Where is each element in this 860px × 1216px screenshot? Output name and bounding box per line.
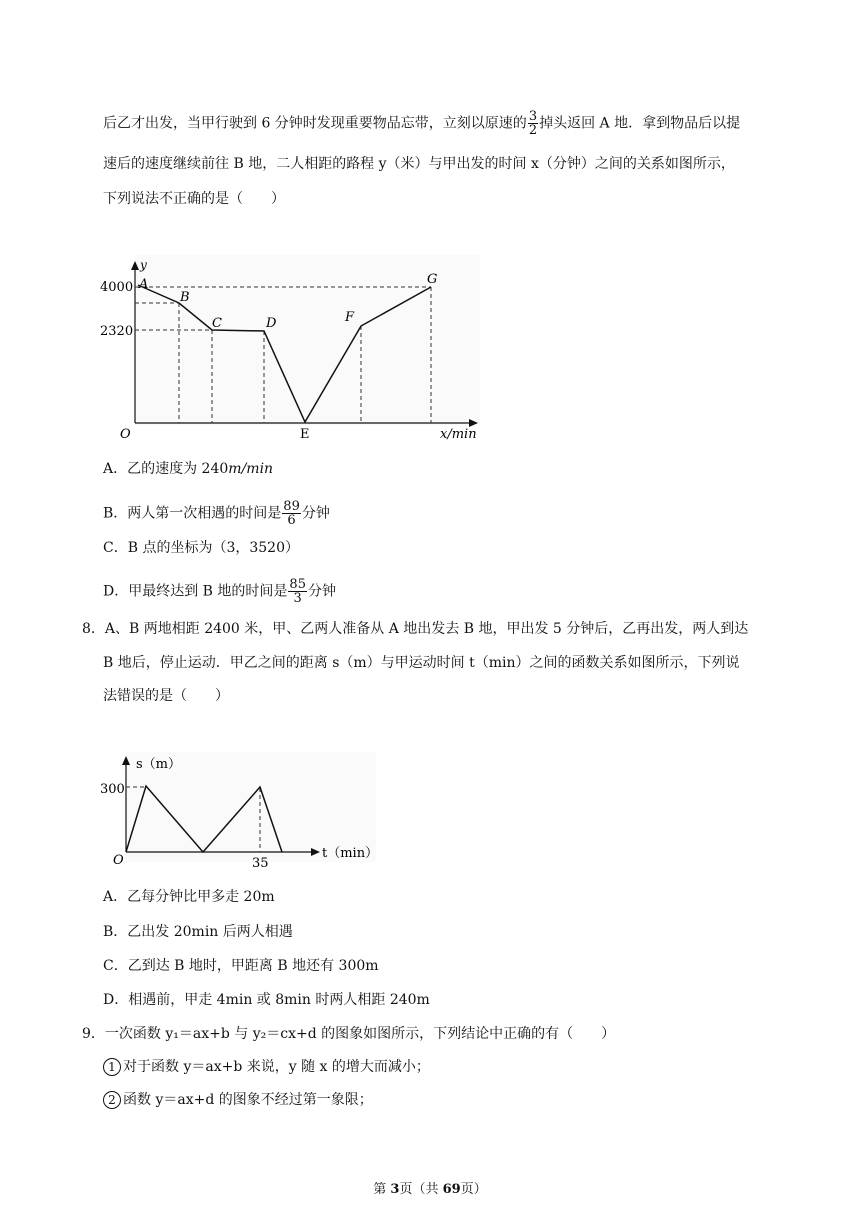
q7-option-b bbox=[103, 500, 330, 527]
q7-point-e: E bbox=[300, 427, 310, 442]
q9-item-2-mark: 2 bbox=[103, 1091, 121, 1109]
q8-option-d: D．相遇前，甲走 4min 或 8min 时两人相距 240m bbox=[103, 992, 430, 1008]
q9-item-2-text: 函数 y＝ax+d 的图象不经过第一象限； bbox=[123, 1092, 373, 1108]
q7-option-d-text: D．甲最终达到 B 地的时间是 bbox=[103, 583, 288, 600]
q8-option-a: A．乙每分钟比甲多走 20m bbox=[103, 889, 275, 905]
q7-y-label: y bbox=[140, 258, 147, 272]
q7-option-a-unit: m/min bbox=[228, 461, 274, 477]
q8-text-line2: B 地后，停止运动．甲乙之间的距离 s（m）与甲运动时间 t（min）之间的函数关系如图所示，下列说 bbox=[103, 655, 740, 671]
q8-ytick-300: 300 bbox=[100, 782, 125, 797]
q7-fraction-num: 3 bbox=[528, 109, 538, 124]
page-footer bbox=[0, 1178, 860, 1197]
q9-text-line1: 9．一次函数 y₁＝ax+b 与 y₂＝cx+d 的图象如图所示，下列结论中正确的有（ ） bbox=[82, 1026, 616, 1042]
q7-text-line1 bbox=[103, 110, 740, 137]
q7-text-line2: 速后的速度继续前往 B 地，二人相距的路程 y（米）与甲出发的时间 x（分钟）之间的关系如图所示， bbox=[103, 156, 735, 172]
q7-fraction bbox=[528, 110, 538, 137]
q7-ytick-4000: 4000 bbox=[100, 280, 134, 295]
q7-fraction-den: 2 bbox=[528, 123, 538, 138]
q7-option-b-den: 6 bbox=[287, 513, 296, 528]
q7-point-b: B bbox=[180, 290, 190, 305]
q7-point-d: D bbox=[266, 316, 277, 331]
q7-option-a bbox=[103, 459, 273, 479]
q9-item-2 bbox=[103, 1090, 373, 1110]
q8-text-line1: 8．A、B 两地相距 2400 米，甲、乙两人准备从 A 地出发去 B 地，甲出发 5 分钟后，乙再出发，两人到达 bbox=[82, 621, 749, 637]
q7-option-b-post: 分钟 bbox=[301, 505, 330, 522]
q7-chart bbox=[100, 255, 490, 445]
q7-ytick-2320: 2320 bbox=[100, 324, 134, 339]
q9-item-1-text: 对于函数 y＝ax+b 来说，y 随 x 的增大而减小； bbox=[123, 1059, 430, 1075]
q8-origin: O bbox=[113, 853, 124, 868]
q7-point-g: G bbox=[427, 272, 438, 287]
q7-option-d-fraction bbox=[288, 578, 307, 605]
footer-pre: 第 bbox=[373, 1182, 391, 1197]
q7-option-d-den: 3 bbox=[293, 591, 302, 606]
q7-line1-b: 掉头返回 A 地．拿到物品后以提 bbox=[539, 115, 741, 132]
footer-page-total: 69 bbox=[442, 1182, 461, 1197]
q7-option-b-num: 89 bbox=[283, 499, 300, 514]
q7-option-d bbox=[103, 578, 336, 605]
footer-mid: 页（共 bbox=[399, 1182, 443, 1197]
q7-point-c: C bbox=[212, 316, 222, 331]
q9-item-1 bbox=[103, 1057, 430, 1077]
q7-point-a: A bbox=[139, 277, 149, 292]
q7-option-d-post: 分钟 bbox=[307, 583, 336, 600]
q8-option-b: B．乙出发 20min 后两人相遇 bbox=[103, 924, 293, 940]
q8-xtick-35: 35 bbox=[252, 856, 269, 871]
q7-option-d-num: 85 bbox=[289, 577, 306, 592]
q8-y-label: s（m） bbox=[136, 757, 181, 772]
footer-page-number: 3 bbox=[390, 1182, 400, 1197]
q7-option-a-text: A．乙的速度为 240 bbox=[103, 461, 229, 477]
q7-option-b-fraction bbox=[282, 500, 301, 527]
q7-option-c: C．B 点的坐标为（3，3520） bbox=[103, 540, 299, 556]
footer-post: 页） bbox=[460, 1182, 487, 1197]
q9-item-1-mark: 1 bbox=[103, 1058, 121, 1076]
q8-option-c: C．乙到达 B 地时，甲距离 B 地还有 300m bbox=[103, 958, 379, 974]
q7-text-line3: 下列说法不正确的是（ ） bbox=[103, 191, 285, 207]
q7-point-f: F bbox=[345, 310, 355, 325]
q7-origin: O bbox=[120, 427, 131, 442]
q8-chart bbox=[100, 752, 385, 874]
q7-x-label: x/min bbox=[440, 427, 477, 442]
q7-option-b-text: B．两人第一次相遇的时间是 bbox=[103, 505, 282, 522]
q7-line1-a: 后乙才出发，当甲行驶到 6 分钟时发现重要物品忘带，立刻以原速的 bbox=[103, 115, 527, 132]
q8-x-label: t（min） bbox=[322, 846, 379, 861]
q8-text-line3: 法错误的是（ ） bbox=[103, 688, 229, 704]
